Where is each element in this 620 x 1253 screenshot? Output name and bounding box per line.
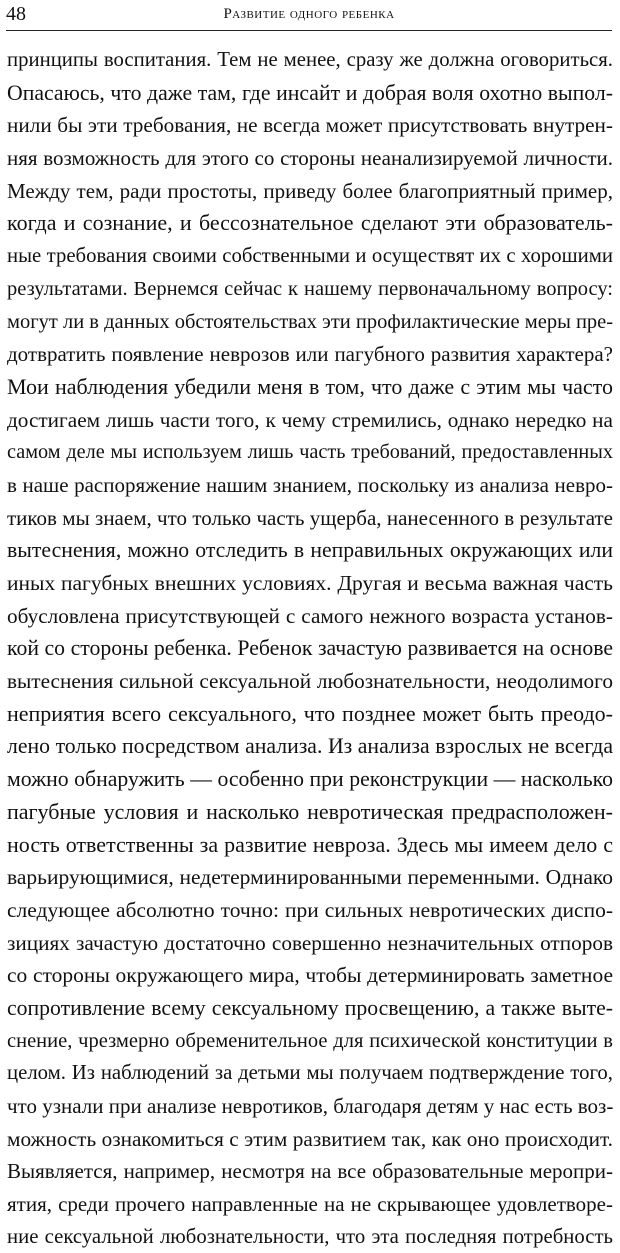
text-line: Выявляется, например, несмотря на все образовательные меропри- [7,1159,613,1184]
text-line: достигаем лишь части того, к чему стремились, однако нередко на [7,407,613,432]
text-line: кой со стороны ребенка. Ребенок зачастую развивается на основе [7,636,613,661]
text-line: обусловлена присутствующей с самого нежного возраста установ- [7,603,613,628]
text-line: тиков мы знаем, что только часть ущерба, нанесенного в результате [7,505,613,530]
text-line: Между тем, ради простоты, приведу более благоприятный пример, [7,178,613,203]
page-number: 48 [6,3,26,25]
text-line: можность ознакомиться с этим развитием так, как оно происходит. [7,1126,613,1151]
text-line: варьирующимися, недетерминированными переменными. Однако [7,865,613,890]
text-line: няя возможность для этого со стороны неанализируемой личности. [7,146,613,171]
text-line: вытеснения сильной сексуальной любознательности, неодолимого [7,669,613,694]
text-line: что узнали при анализе невротиков, благодаря детям у нас есть воз- [7,1094,613,1118]
text-line: ные требования своими собственными и осуществят их с хорошими [7,245,613,268]
text-line: самом деле мы используем лишь часть требований, предоставленных [7,441,613,464]
text-line: можно обнаружить — особенно при реконструкции — насколько [7,767,613,792]
text-line: целом. Из наблюдений за детьми мы получаем подтверждение того, [7,1062,613,1085]
text-line: сопротивление всему сексуальному просвещению, а также выте- [7,995,613,1020]
text-line: Опасаюсь, что даже там, где инсайт и добрая воля охотно выпол- [7,80,613,105]
page-header [6,0,612,31]
text-line: дотвратить появление неврозов или пагубного развития характера? [7,342,613,367]
text-line: следующее абсолютно точно: при сильных невротических диспо- [7,897,613,922]
text-line: Мои наблюдения убедили меня в том, что даже с этим мы часто [7,373,613,399]
text-line: ние сексуальной любознательности, что эта последняя потребность [7,1225,613,1248]
running-title: Развитие одного ребенка [223,6,395,22]
text-line: лено только посредством анализа. Из анализа взрослых не всегда [7,734,613,759]
text-line: ность ответственны за развитие невроза. Здесь мы имеем дело с [7,831,613,857]
text-line: нили бы эти требования, не всегда может присутствовать внутрен- [7,113,613,138]
text-line: со стороны окружающего мира, чтобы детерминировать заметное [7,963,613,988]
text-line: неприятия всего сексуального, что позднее может быть преодо- [7,700,613,726]
text-line: зициях зачастую достаточно совершенно незначительных отпоров [7,930,613,955]
text-line: в наше распоряжение нашим знанием, поскольку из анализа невро- [7,472,613,497]
text-line: снение, чрезмерно обременительное для психической конституции в [7,1029,613,1052]
text-line: могут ли в данных обстоятельствах эти профилактические меры пре- [7,310,613,333]
text-line: результатами. Вернемся сейчас к нашему первоначальному вопросу: [7,277,613,300]
text-line: вытеснения, можно отследить в неправильных окружающих или [7,538,613,563]
text-line: иных пагубных внешних условиях. Другая и весьма важная часть [7,571,613,595]
text-line: ятия, среди прочего направленные на не скрывающее удовлетворе- [7,1192,613,1217]
body-text [7,44,613,1253]
text-line: пагубные условия и насколько невротическая предрасположен- [7,798,613,824]
text-line: принципы воспитания. Тем не менее, сразу же должна оговориться. [7,49,613,71]
text-line: когда и сознание, и бессознательное сделают эти образователь- [7,210,613,236]
